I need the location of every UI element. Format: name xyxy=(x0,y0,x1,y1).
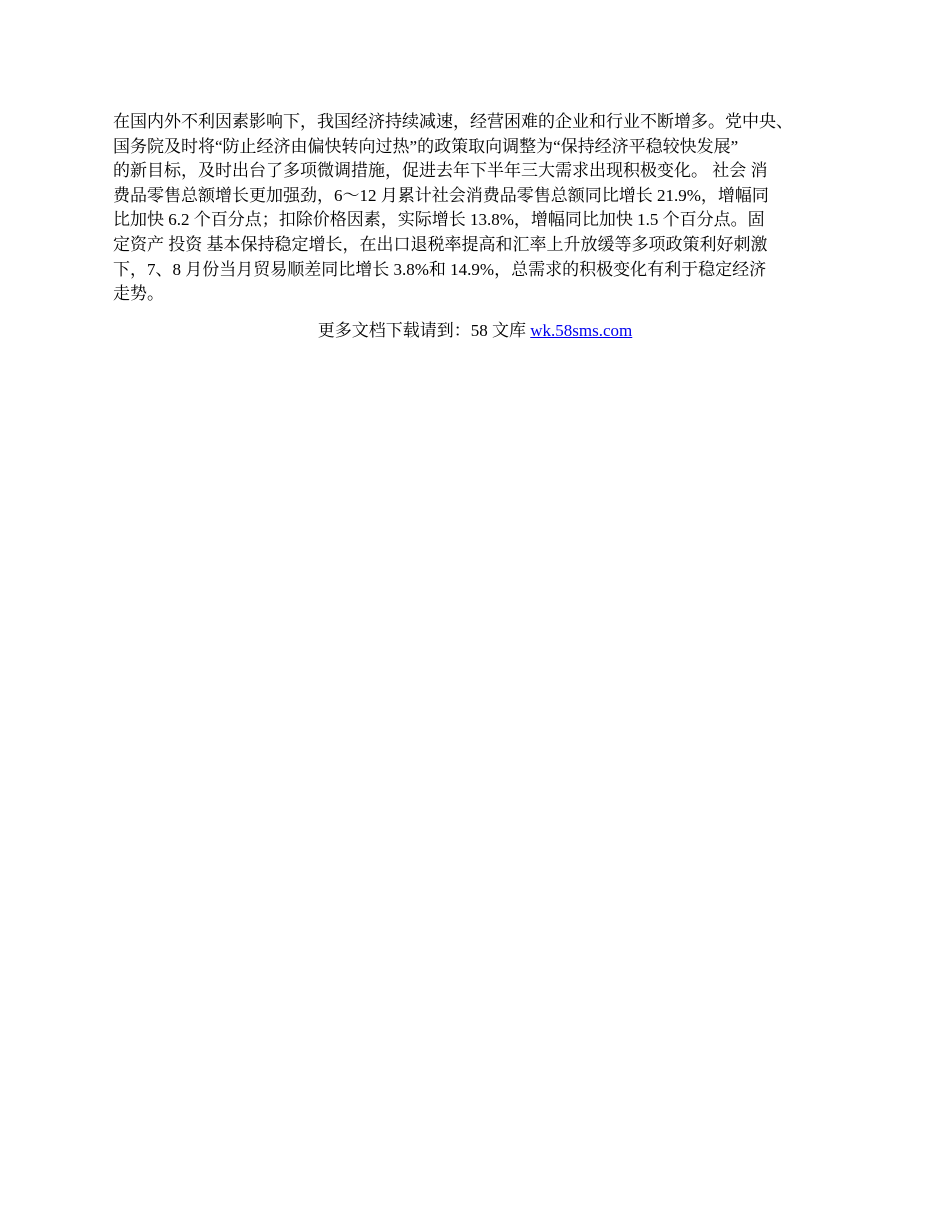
paragraph-line: 在国内外不利因素影响下，我国经济持续减速，经营困难的企业和行业不断增多。党中央、 xyxy=(113,112,793,131)
paragraph-line: 比加快 6.2 个百分点；扣除价格因素，实际增长 13.8%，增幅同比加快 1.5 个百分点。固 xyxy=(113,210,765,230)
paragraph-line: 走势。 xyxy=(113,284,164,304)
download-site-link[interactable]: wk.58sms.com xyxy=(530,321,633,340)
paragraph-line: 定资产 投资 基本保持稳定增长，在出口退税率提高和汇率上升放缓等多项政策利好刺激 xyxy=(113,234,768,254)
paragraph-line: 费品零售总额增长更加强劲，6～12 月累计社会消费品零售总额同比增长 21.9%，增幅同 xyxy=(113,185,769,205)
body-paragraph xyxy=(113,110,853,307)
download-footer xyxy=(0,319,950,343)
paragraph-line: 的新目标，及时出台了多项微调措施，促进去年下半年三大需求出现积极变化。 社会 消 xyxy=(113,161,768,181)
paragraph-line: 国务院及时将“防止经济由偏快转向过热”的政策取向调整为“保持经济平稳较快发展” xyxy=(113,136,739,156)
paragraph-line: 下，7、8 月份当月贸易顺差同比增长 3.8%和 14.9%，总需求的积极变化有利于稳定经济 xyxy=(113,259,767,279)
footer-prefix: 更多文档下载请到：58 文库 xyxy=(317,321,531,340)
